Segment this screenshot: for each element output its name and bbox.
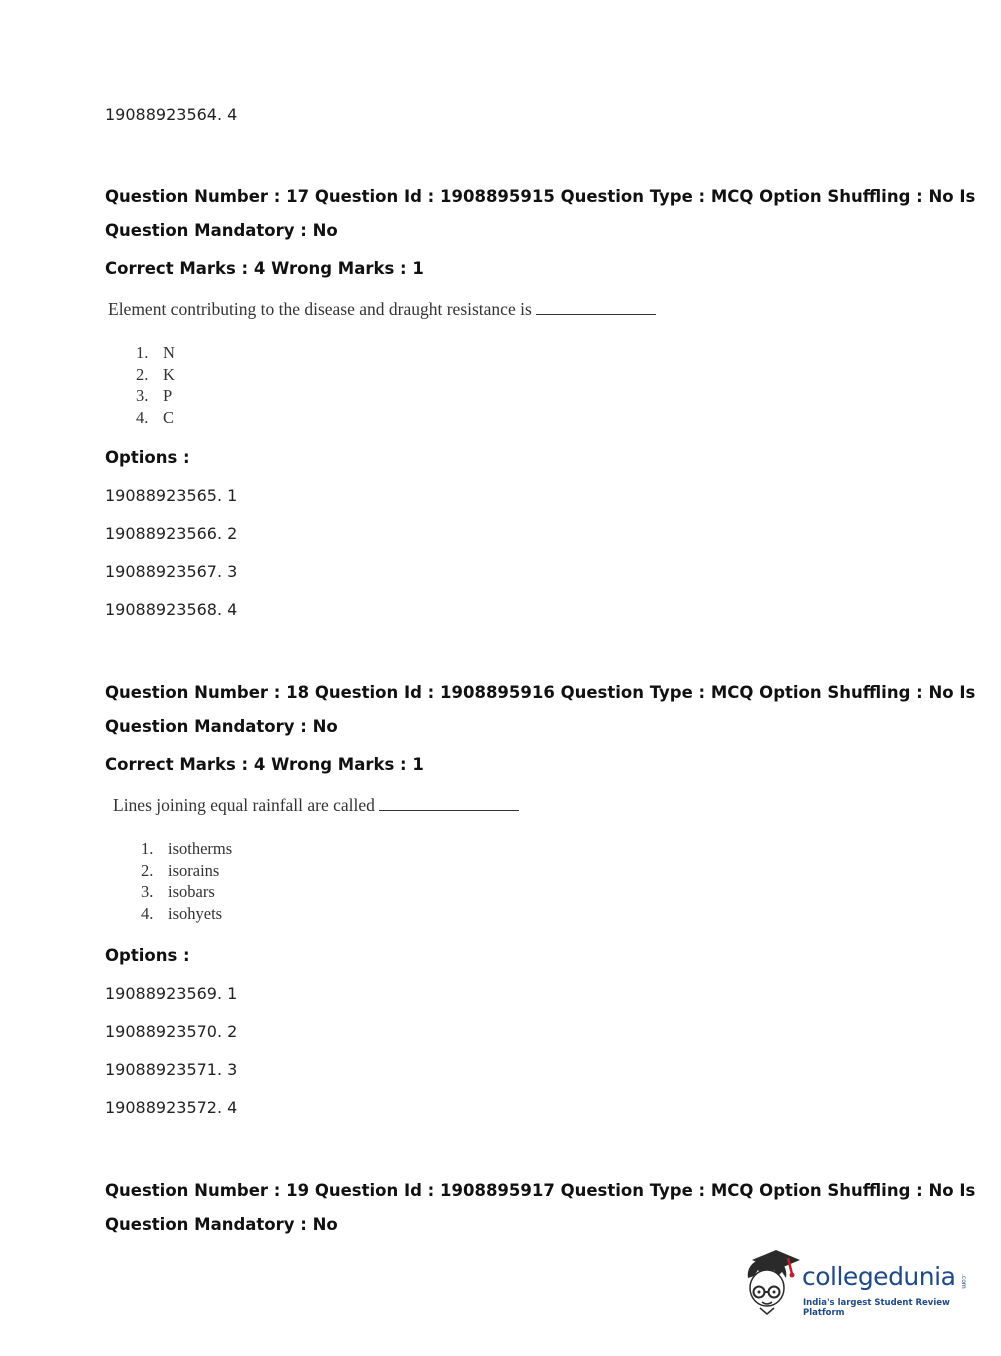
options-label: Options : bbox=[105, 448, 190, 467]
question-header: Question Number : 18 Question Id : 1908895916 Question Type : MCQ Option Shuffling : No Is bbox=[105, 683, 976, 702]
choice-item: 3. P bbox=[136, 386, 173, 405]
option-line: 19088923570. 2 bbox=[105, 1022, 238, 1041]
option-line: 19088923572. 4 bbox=[105, 1098, 238, 1117]
option-line: 19088923567. 3 bbox=[105, 562, 238, 581]
question-header: Question Number : 19 Question Id : 1908895917 Question Type : MCQ Option Shuffling : No Is bbox=[105, 1181, 976, 1200]
logo-wordmark: collegedunia bbox=[802, 1262, 956, 1291]
option-line: 19088923565. 1 bbox=[105, 486, 238, 505]
choice-item: 4. isohyets bbox=[141, 904, 223, 923]
option-line: 19088923568. 4 bbox=[105, 600, 238, 619]
choice-item: 2. K bbox=[136, 365, 175, 384]
question-mandatory: Question Mandatory : No bbox=[105, 1215, 338, 1234]
option-line: 19088923566. 2 bbox=[105, 524, 238, 543]
choice-item: 4. C bbox=[136, 408, 175, 427]
question-header: Question Number : 17 Question Id : 1908895915 Question Type : MCQ Option Shuffling : No Is bbox=[105, 187, 976, 206]
options-label: Options : bbox=[105, 946, 190, 965]
collegedunia-logo[interactable] bbox=[742, 1248, 972, 1318]
question-mandatory: Question Mandatory : No bbox=[105, 221, 338, 240]
question-text: Lines joining equal rainfall are called bbox=[113, 795, 519, 816]
choice-item: 1. isotherms bbox=[141, 839, 233, 858]
question-text: Element contributing to the disease and draught resistance is bbox=[108, 299, 656, 320]
option-line: 19088923569. 1 bbox=[105, 984, 238, 1003]
choice-item: 1. N bbox=[136, 343, 175, 362]
answer-blank bbox=[379, 796, 519, 811]
question-marks: Correct Marks : 4 Wrong Marks : 1 bbox=[105, 755, 424, 774]
question-mandatory: Question Mandatory : No bbox=[105, 717, 338, 736]
logo-domain: .com bbox=[960, 1274, 967, 1289]
choice-item: 3. isobars bbox=[141, 882, 215, 901]
question-marks: Correct Marks : 4 Wrong Marks : 1 bbox=[105, 259, 424, 278]
answer-blank bbox=[536, 300, 656, 315]
logo-tagline: India's largest Student Review Platform bbox=[803, 1298, 950, 1318]
option-line: 19088923564. 4 bbox=[105, 105, 238, 124]
option-line: 19088923571. 3 bbox=[105, 1060, 238, 1079]
choice-item: 2. isorains bbox=[141, 861, 220, 880]
mascot-icon bbox=[742, 1248, 804, 1318]
